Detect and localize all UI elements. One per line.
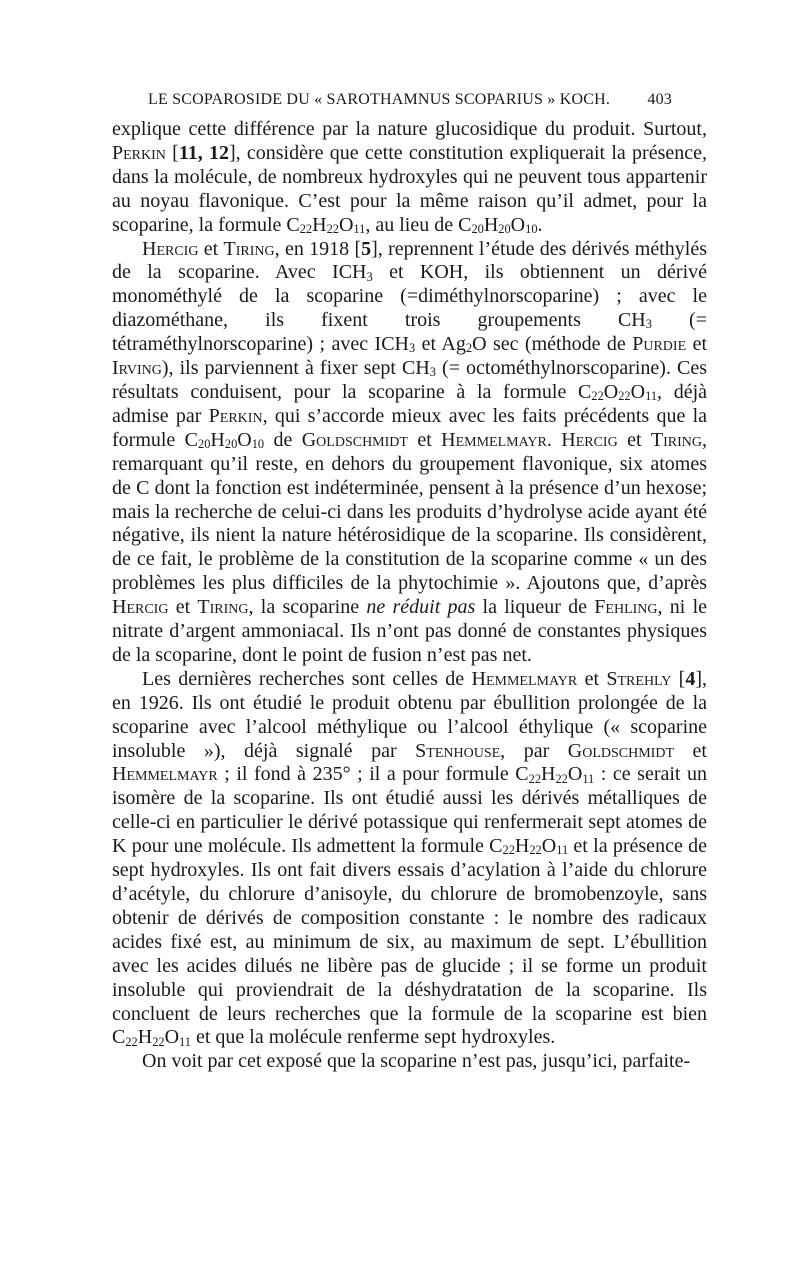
author-name: Fehling [594,596,658,619]
author-name: Purdie [632,333,687,356]
author-name: Goldschmidt [567,739,675,762]
paragraph: Hercig et Tiring, en 1918 [5], reprennent l’étude des dérivés méthylés de la scoparine. Avec $ICH_3$ et KOH, ils obtiennent un dérivé monométhylé de la scoparine (=diméthylnorscoparine) ; avec le diazométhane, ils fixent trois groupements $CH_3$ (= tétraméthylnorscoparine) ; avec $ICH_3$ et $Ag_2O$ sec (méthode de Purdie et Irving), ils parviennent à fixer sept $CH_3$ (= octométhylnorscoparine). Ces résultats conduisent, pour la scoparine à la formule $C_{22}O_{22}O_{11}$, déjà admise par Perkin, qui s’accorde mieux avec les faits précédents que la formule $C_{20}H_{20}O_{10}$ de Goldschmidt et Hemmelmayr. Hercig et Tiring, remarquant qu’il reste, en dehors du groupement flavonique, six atomes de C dont la fonction est indéterminée, pensent à la présence d’un hexose; mais la recherche de celui-ci dans les produits d’hydrolyse acide ayant été négative, ils nient la nature hétérosidique de la scoparine. Ils considèrent, de ce fait, le problème de la constitution de la scoparine comme « un des problèmes les plus difficiles de la phytochimie ». Ajoutons que, d’après Hercig et Tiring, la scoparine ne réduit pas la liqueur de Fehling, ni le nitrate d’argent ammoniacal. Ils n’ont pas donné de constantes physiques de la scoparine, dont le point de fusion n’est pas net. [112,237,708,666]
author-name: Hemmelmayr [471,667,578,690]
author-name: Hercig [561,428,618,451]
author-name: Stenhouse [415,739,501,762]
citation-ref: 11, 12 [178,141,229,164]
page-number: 403 [647,91,672,108]
author-name: Hercig [112,596,169,619]
running-title: LE SCOPAROSIDE DU « SAROTHAMNUS SCOPARIUS » KOCH. [148,91,611,108]
author-name: Tiring [197,596,249,619]
running-head [148,91,672,115]
emphasis: ne réduit pas [366,596,476,619]
author-name: Irving [112,357,162,380]
body-text [112,118,707,1074]
author-name: Perkin [112,141,166,164]
citation-ref: 4 [685,667,696,690]
paragraph: On voit par cet exposé que la scoparine n’est pas, jusqu’ici, parfaite- [142,1050,691,1073]
paragraph: Les dernières recherches sont celles de Hemmelmayr et Strehly [4], en 1926. Ils ont étudié le produit obtenu par ébullition prolongée de la scoparine avec l’alcool méthylique ou l’alcool éthylique (« scoparine insoluble »), déjà signalé par Stenhouse, par Goldschmidt et Hemmelmayr ; il fond à 235° ; il a pour formule $C_{22}H_{22}O_{11}$ : ce serait un isomère de la scoparine. Ils ont étudié aussi les dérivés métalliques de celle-ci en particulier le dérivé potassique qui renfermerait sept atomes de K pour une molécule. Ils admettent la formule $C_{22}H_{22}O_{11}$ et la présence de sept hydroxyles. Ils ont fait divers essais d’acylation à l’aide du chlorure d’acétyle, du chlorure d’anisoyle, du chlorure de bromobenzoyle, sans obtenir de dérivés de composition constante : le nombre des radicaux acides fixé est, au minimum de six, au maximum de sept. L’ébullition avec les acides dilués ne libère pas de glucide ; il se forme un produit insoluble qui proviendrait de la déshydratation de la scoparine. Ils concluent de leurs recherches que la formule de la scoparine est bien $C_{22}H_{22}O_{11}$ et que la molécule renferme sept hydroxyles. [112,667,707,1049]
author-name: Strehly [606,667,672,690]
author-name: Goldschmidt [301,428,408,451]
paragraph: explique cette différence par la nature glucosidique du produit. Surtout, Perkin [11, 12], considère que cette constitution expliquerait la présence, dans la molécule, de nombreux hydroxyles qui ne peuvent tous appartenir au noyau flavonique. C’est pour la même raison qu’il admet, pour la scoparine, la formule $C_{22}H_{22}O_{11}$, au lieu de $C_{20}H_{20}O_{10}$. [112,118,707,236]
citation-ref: 5 [361,237,372,260]
author-name: Perkin [208,404,263,427]
author-name: Hemmelmayr [112,763,218,786]
author-name: Tiring [650,428,702,451]
author-name: Hercig [142,237,199,260]
author-name: Tiring [223,237,275,260]
author-name: Hemmelmayr [441,428,547,451]
